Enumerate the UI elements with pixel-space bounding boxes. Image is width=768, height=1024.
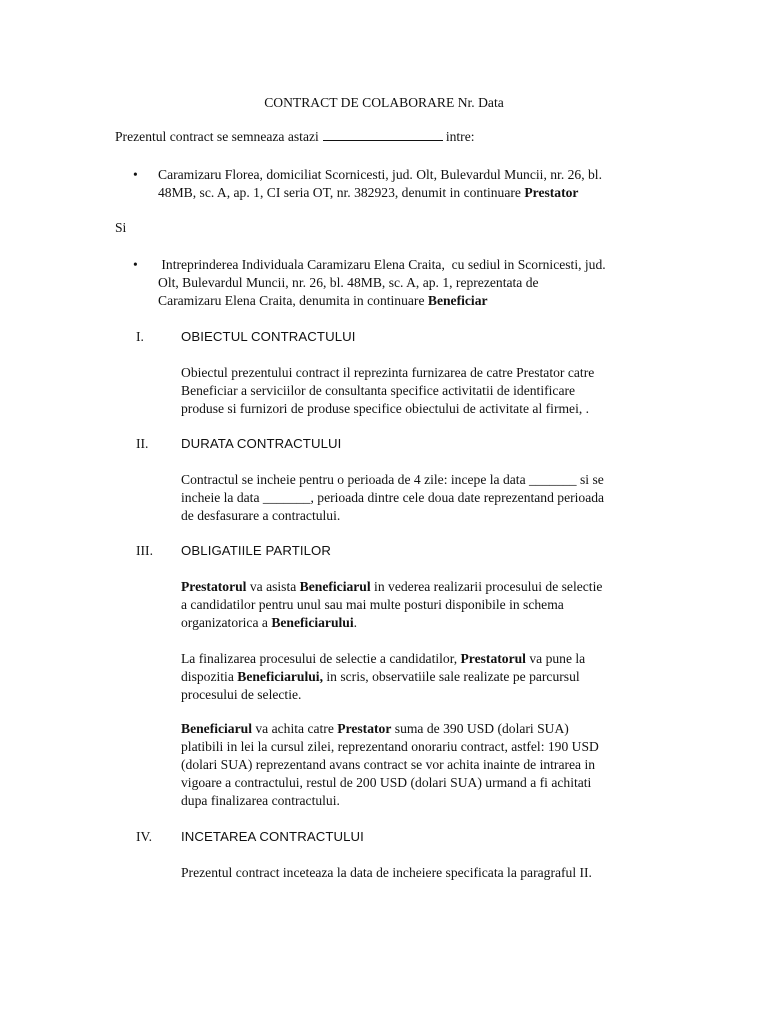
section-heading: OBLIGATIILE PARTILOR [181,543,332,558]
obligations-paragraph-1 [181,578,655,632]
paragraph-line: Contractul se incheie pentru o perioada de 4 zile: incepe la data _______ si se [181,472,604,487]
paragraph-line: platibili in lei la cursul zilei, reprezentand onorariu contract, astfel: 190 USD [181,739,599,754]
paragraph-line: La finalizarea procesului de selectie a candidatilor, Prestatorul va pune la [181,651,586,666]
obligations-paragraph-3 [181,720,655,810]
paragraph-line: Beneficiar a serviciilor de consultanta specifice activitatii de identificare [181,383,576,398]
intro-line [115,128,475,146]
role-label: Prestator [524,185,579,200]
party-line: Caramizaru Elena Craita, denumita in continuare Beneficiar [158,293,488,308]
conjunction: Si [115,220,127,235]
section-paragraph [181,471,655,525]
intro-text: Prezentul contract se semneaza astazi [115,129,319,144]
party-line: Intreprinderea Individuala Caramizaru Elena Craita, cu sediul in Scornicesti, jud. [158,257,606,272]
party-line: Caramizaru Florea, domiciliat Scornicesti, jud. Olt, Bulevardul Muncii, nr. 26, bl. [158,167,602,182]
role-label: Beneficiar [427,293,488,308]
obligations-paragraph-2 [181,650,655,704]
paragraph-line: (dolari SUA) reprezentand avans contract se vor achita inainte de intrarea in [181,757,596,772]
section-heading: INCETAREA CONTRACTULUI [181,829,364,844]
section-number: III. [136,543,153,558]
section-number: IV. [136,829,152,844]
section-heading: DURATA CONTRACTULUI [181,436,342,451]
paragraph-line: dupa finalizarea contractului. [181,793,340,808]
page-title: CONTRACT DE COLABORARE Nr. Data [264,95,504,110]
section-paragraph: Prezentul contract inceteaza la data de incheiere specificata la paragraful II. [181,865,592,880]
paragraph-line: a candidatilor pentru unul sau mai multe posturi disponibile in schema [181,597,564,612]
intro-text-end: intre: [445,129,475,144]
section-heading: OBIECTUL CONTRACTULUI [181,329,356,344]
party-line: Olt, Bulevardul Muncii, nr. 26, bl. 48MB, sc. A, ap. 1, reprezentata de [158,275,539,290]
party-prestator [158,166,655,202]
paragraph-line: Prestatorul va asista Beneficiarul in vederea realizarii procesului de selectie [181,579,603,594]
paragraph-line: de desfasurare a contractului. [181,508,341,523]
section-paragraph [181,364,655,418]
paragraph-line: incheie la data _______, perioada dintre cele doua date reprezentand perioada [181,490,605,505]
section-number: I. [136,329,144,344]
paragraph-line: dispozitia Beneficiarului, in scris, observatiile sale realizate pe parcursul [181,669,580,684]
paragraph-line: vigoare a contractului, restul de 200 USD (dolari SUA) urmand a fi achitati [181,775,592,790]
paragraph-line: procesului de selectie. [181,687,302,702]
date-blank-field[interactable] [323,128,443,141]
party-line: 48MB, sc. A, ap. 1, CI seria OT, nr. 382923, denumit in continuare Prestator [158,185,579,200]
paragraph-line: organizatorica a Beneficiarului. [181,615,358,630]
paragraph-line: Beneficiarul va achita catre Prestator suma de 390 USD (dolari SUA) [181,721,569,736]
section-number: II. [136,436,149,451]
bullet-icon: • [133,257,138,272]
paragraph-line: produse si furnizori de produse specifice obiectului de activitate al firmei, . [181,401,590,416]
party-beneficiar [158,256,655,310]
bullet-icon: • [133,167,138,182]
paragraph-line: Obiectul prezentului contract il reprezinta furnizarea de catre Prestator catre [181,365,595,380]
